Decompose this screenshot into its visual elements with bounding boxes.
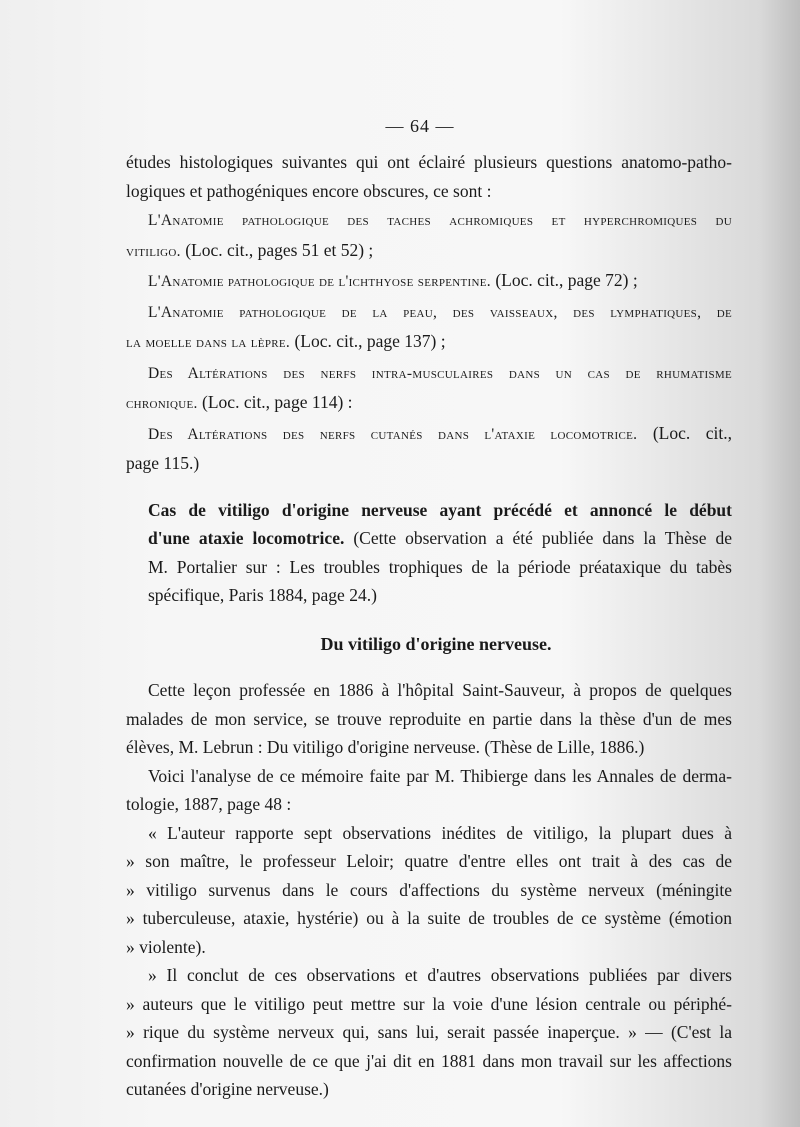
page-number: — 64 — <box>385 116 455 136</box>
text-line: » violente). <box>126 936 206 957</box>
bib-title: Des Altérations des nerfs intra-musculaires dans un cas de rhumatisme <box>148 364 732 382</box>
text-line: spécifique, Paris 1884, page 24.) <box>148 585 377 605</box>
text-line: malades de mon service, se trouve reproduite en partie dans la thèse d'un de mes <box>126 708 732 729</box>
bib-title: la moelle dans la lèpre. <box>126 334 291 351</box>
bib-title: Des Altérations des nerfs cutanés dans l'ataxie locomotrice. <box>148 425 638 443</box>
text-line: » auteurs que le vitiligo peut mettre sur la voie d'une lésion centrale ou périphé- <box>126 993 732 1014</box>
text-block <box>126 148 732 1104</box>
bib-entry-line <box>126 236 732 267</box>
text-line: élèves, M. Lebrun : Du vitiligo d'origine nerveuse. (Thèse de Lille, 1886.) <box>126 737 645 757</box>
text-line: » tuberculeuse, ataxie, hystérie) ou à la suite de troubles de ce système (émotion <box>126 908 732 928</box>
bib-reference: (Loc. cit., page 72) ; <box>490 270 638 290</box>
text-line: » vitiligo survenus dans le cours d'affections du système nerveux (méningite <box>126 879 732 900</box>
section-heading: Du vitiligo d'origine nerveuse. <box>320 633 552 654</box>
text-line: études histologiques suivantes qui ont éclairé plusieurs questions anatomo-patho- <box>126 152 732 172</box>
bib-title: L'Anatomie pathologique des taches achromiques et hyperchromiques du <box>148 212 732 229</box>
bib-title: L'Anatomie pathologique de l'ichthyose serpentine. <box>148 273 491 290</box>
bib-title: L'Anatomie pathologique de la peau, des vaisseaux, des lymphatiques, de <box>148 303 732 321</box>
case-title-end: d'une ataxie locomotrice. <box>148 528 345 548</box>
text-line: Voici l'analyse de ce mémoire faite par M. Thibierge dans les Annales de derma- <box>148 765 732 786</box>
text-line <box>126 524 732 553</box>
text-line: » rique du système nerveux qui, sans lui, serait passée inaperçue. » — (C'est la <box>126 1022 732 1042</box>
bib-entry-line <box>126 388 732 419</box>
bib-reference: (Loc. cit., page 114) : <box>197 392 353 412</box>
bib-reference: (Loc. cit., <box>637 422 732 443</box>
bibliography-list <box>126 205 732 478</box>
bib-entry-line <box>126 419 732 450</box>
text-span: (Cette observation a été publiée dans la Thèse de <box>344 528 732 548</box>
body-paragraphs <box>126 676 732 1104</box>
bib-entry-line <box>126 327 732 358</box>
text-line: tologie, 1887, page 48 : <box>126 794 292 814</box>
bib-text: page 115.) <box>126 453 200 473</box>
text-line: » son maître, le professeur Leloir; quatre d'entre elles ont trait à des cas de <box>126 851 732 871</box>
text-line: logiques et pathogéniques encore obscures, ce sont : <box>126 180 492 201</box>
bib-title: chronique. <box>126 395 198 412</box>
text-line: « L'auteur rapporte sept observations inédites de vitiligo, la plupart dues à <box>148 822 732 843</box>
bib-entry-line <box>126 205 732 236</box>
text-line: » Il conclut de ces observations et d'autres observations publiées par divers <box>148 965 732 985</box>
case-title: Cas de vitiligo d'origine nerveuse ayant précédé et annoncé le début <box>148 499 732 520</box>
bib-entry-line <box>126 449 732 478</box>
text-line: M. Portalier sur : Les troubles trophiques de la période préataxique du tabès <box>148 556 732 577</box>
bib-entry-line <box>126 358 732 389</box>
bib-title: vitiligo. <box>126 242 181 260</box>
bib-entry-line <box>126 266 732 297</box>
bib-reference: (Loc. cit., page 137) ; <box>290 331 446 351</box>
bib-entry-line <box>126 297 732 328</box>
text-line: cutanées d'origine nerveuse.) <box>126 1079 329 1099</box>
text-line: Cette leçon professée en 1886 à l'hôpital Saint-Sauveur, à propos de quelques <box>148 680 732 700</box>
bib-reference: (Loc. cit., pages 51 et 52) ; <box>180 239 374 260</box>
text-line: confirmation nouvelle de ce que j'ai dit en 1881 dans mon travail sur les affections <box>126 1050 732 1071</box>
